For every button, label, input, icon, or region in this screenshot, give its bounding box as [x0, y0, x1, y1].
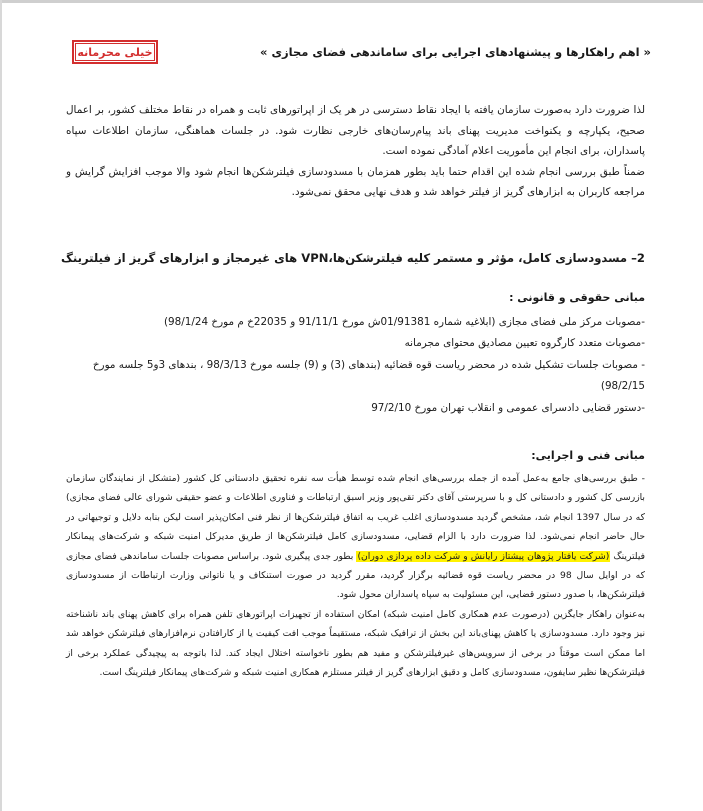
technical-paragraph-1-end: بطور جدی پیگیری شود. براساس مصوبات جلسات ساماندهی فضای مجازی که در اوایل سال 98 در محضر ریاست قوه قضائیه برگزار گردید، مقرر گردید در صورت استنکاف و یا ناتوانی وزارت ارتباطات از مسدودسازی فیلترشکن‌ها، با صدور دستور قضایی، این مسئولیت به سپاه پاسداران محول شود. [66, 550, 645, 601]
legal-basis-heading: مبانی حقوقی و قانونی : [509, 291, 645, 304]
legal-basis [66, 288, 645, 419]
intro-section [66, 100, 645, 203]
page-edge [0, 0, 703, 3]
intro-paragraph-2: ضمناً طبق بررسی انجام شده این اقدام حتما باید بطور همزمان با مسدودسازی فیلترشکن‌ها انجام شود والا موجب افزایش گرایش و مراجعه کاربران به ابزارهای گریز از فیلتر خواهد شد و هدف نهایی محقق نمی‌شود. [66, 165, 645, 198]
legal-item-2: -مصوبات متعدد کارگروه تعیین مصادیق محتوای مجرمانه [404, 336, 645, 349]
page-title: « اهم راهکارها و پیشنهادهای اجرایی برای ساماندهی فضای مجازی » [260, 45, 651, 59]
section-2 [60, 248, 645, 268]
intro-paragraph-1: لذا ضرورت دارد به‌صورت سازمان یافته با ایجاد نقاط دسترسی در هر یک از اپراتورهای ثابت و همراه در نقاط مختلف کشور، بر اعمال صحیح، یکپارچه و یکنواخت مدیریت پهنای باند پیام‌رسان‌های خارجی نظارت شود. در جلسات هماهنگی، سازمان اطلاعات سپاه پاسداران، برای انجام این مأموریت اعلام آمادگی نموده است. [66, 104, 645, 157]
page-header [62, 38, 651, 68]
technical-paragraph-1 [66, 469, 645, 605]
legal-item-4: -دستور قضایی دادسرای عمومی و انقلاب تهران مورخ 97/2/10 [371, 402, 645, 414]
technical-paragraph-1-start: - طبق بررسی‌های جامع به‌عمل آمده از جمله بررسی‌های انجام شده توسط هیأت سه نفره تحقیق دادستانی کل کشور (متشکل از نمایندگان سازمان بازرسی کل کشور و دادستانی کل و با سرپرستی آقای دکتر تقی‌پور وزیر اسبق ارتباطات و فناوری اطلاعات و عضو حقیقی شورای عالی فضای مجازی) که در سال 1397 انجام شد، مشخص گردید مسدودسازی اغلب غریب به اتفاق فیلترشکن‌ها از نظر فنی امکان‌پذیر است لیکن بنابه دلایل و توجیهاتی در حال حاضر انجام نمی‌شود. لذا ضرورت دارد با الزام قضایی، مسدودسازی کامل فیلترشکن‌ها از طریق مدیرکل امنیت شبکه و شرکت‌های پیمانکار فیلترینگ [66, 473, 645, 562]
highlighted-companies: (شرکت یافتار پژوهان پیشتاز رایانش و شرکت داده پردازی دوران) [357, 550, 610, 562]
legal-item-3: - مصوبات جلسات تشکیل شده در محضر ریاست قوه قضائیه (بندهای (3) و (9) جلسه مورخ 98/3/13 ، بندهای 3و5 جلسه مورخ 98/2/15) [92, 359, 645, 392]
classification-stamp: خیلی محرمانه [72, 40, 158, 64]
legal-item-1: -مصوبات مرکز ملی فضای مجازی (ابلاغیه شماره 01/91381ش مورخ 91/11/1 و 22035خ م مورخ 98/1/24) [163, 316, 645, 328]
section-heading: 2– مسدودسازی کامل، مؤثر و مستمر کلیه فیلترشکن‌ها،VPN های غیرمجاز و ابزارهای گریز از فیلترینگ [60, 251, 645, 265]
technical-basis-heading: مبانی فنی و اجرایی: [531, 449, 645, 462]
page-edge [0, 0, 2, 811]
technical-basis [66, 446, 645, 682]
technical-paragraph-2: به‌عنوان راهکار جایگزین (درصورت عدم همکاری کامل امنیت شبکه) امکان استفاده از تجهیزات اپراتورهای تلفن همراه برای کاهش پهنای باند ناشناخته نیز وجود دارد. مسدودسازی یا کاهش پهنای‌باند این بخش از ترافیک شبکه، مستقیماً موجب افت کیفیت یا از کارافتادن نرم‌افزارهای فیلترشکن خواهد شد اما ممکن است موقتاً در برخی از سرویس‌های غیرفیلترشکن و مفید هم بطور ناخواسته اختلال ایجاد کند. لذا باتوجه به پیچیدگی عملکرد برخی از فیلترشکن‌ها نظیر سایفون، مسدودسازی کامل و دقیق ابزارهای گریز از فیلتر مستلزم همکاری امنیت شبکه و شرکت‌های پیمانکار فیلترینگ است. [66, 608, 645, 679]
